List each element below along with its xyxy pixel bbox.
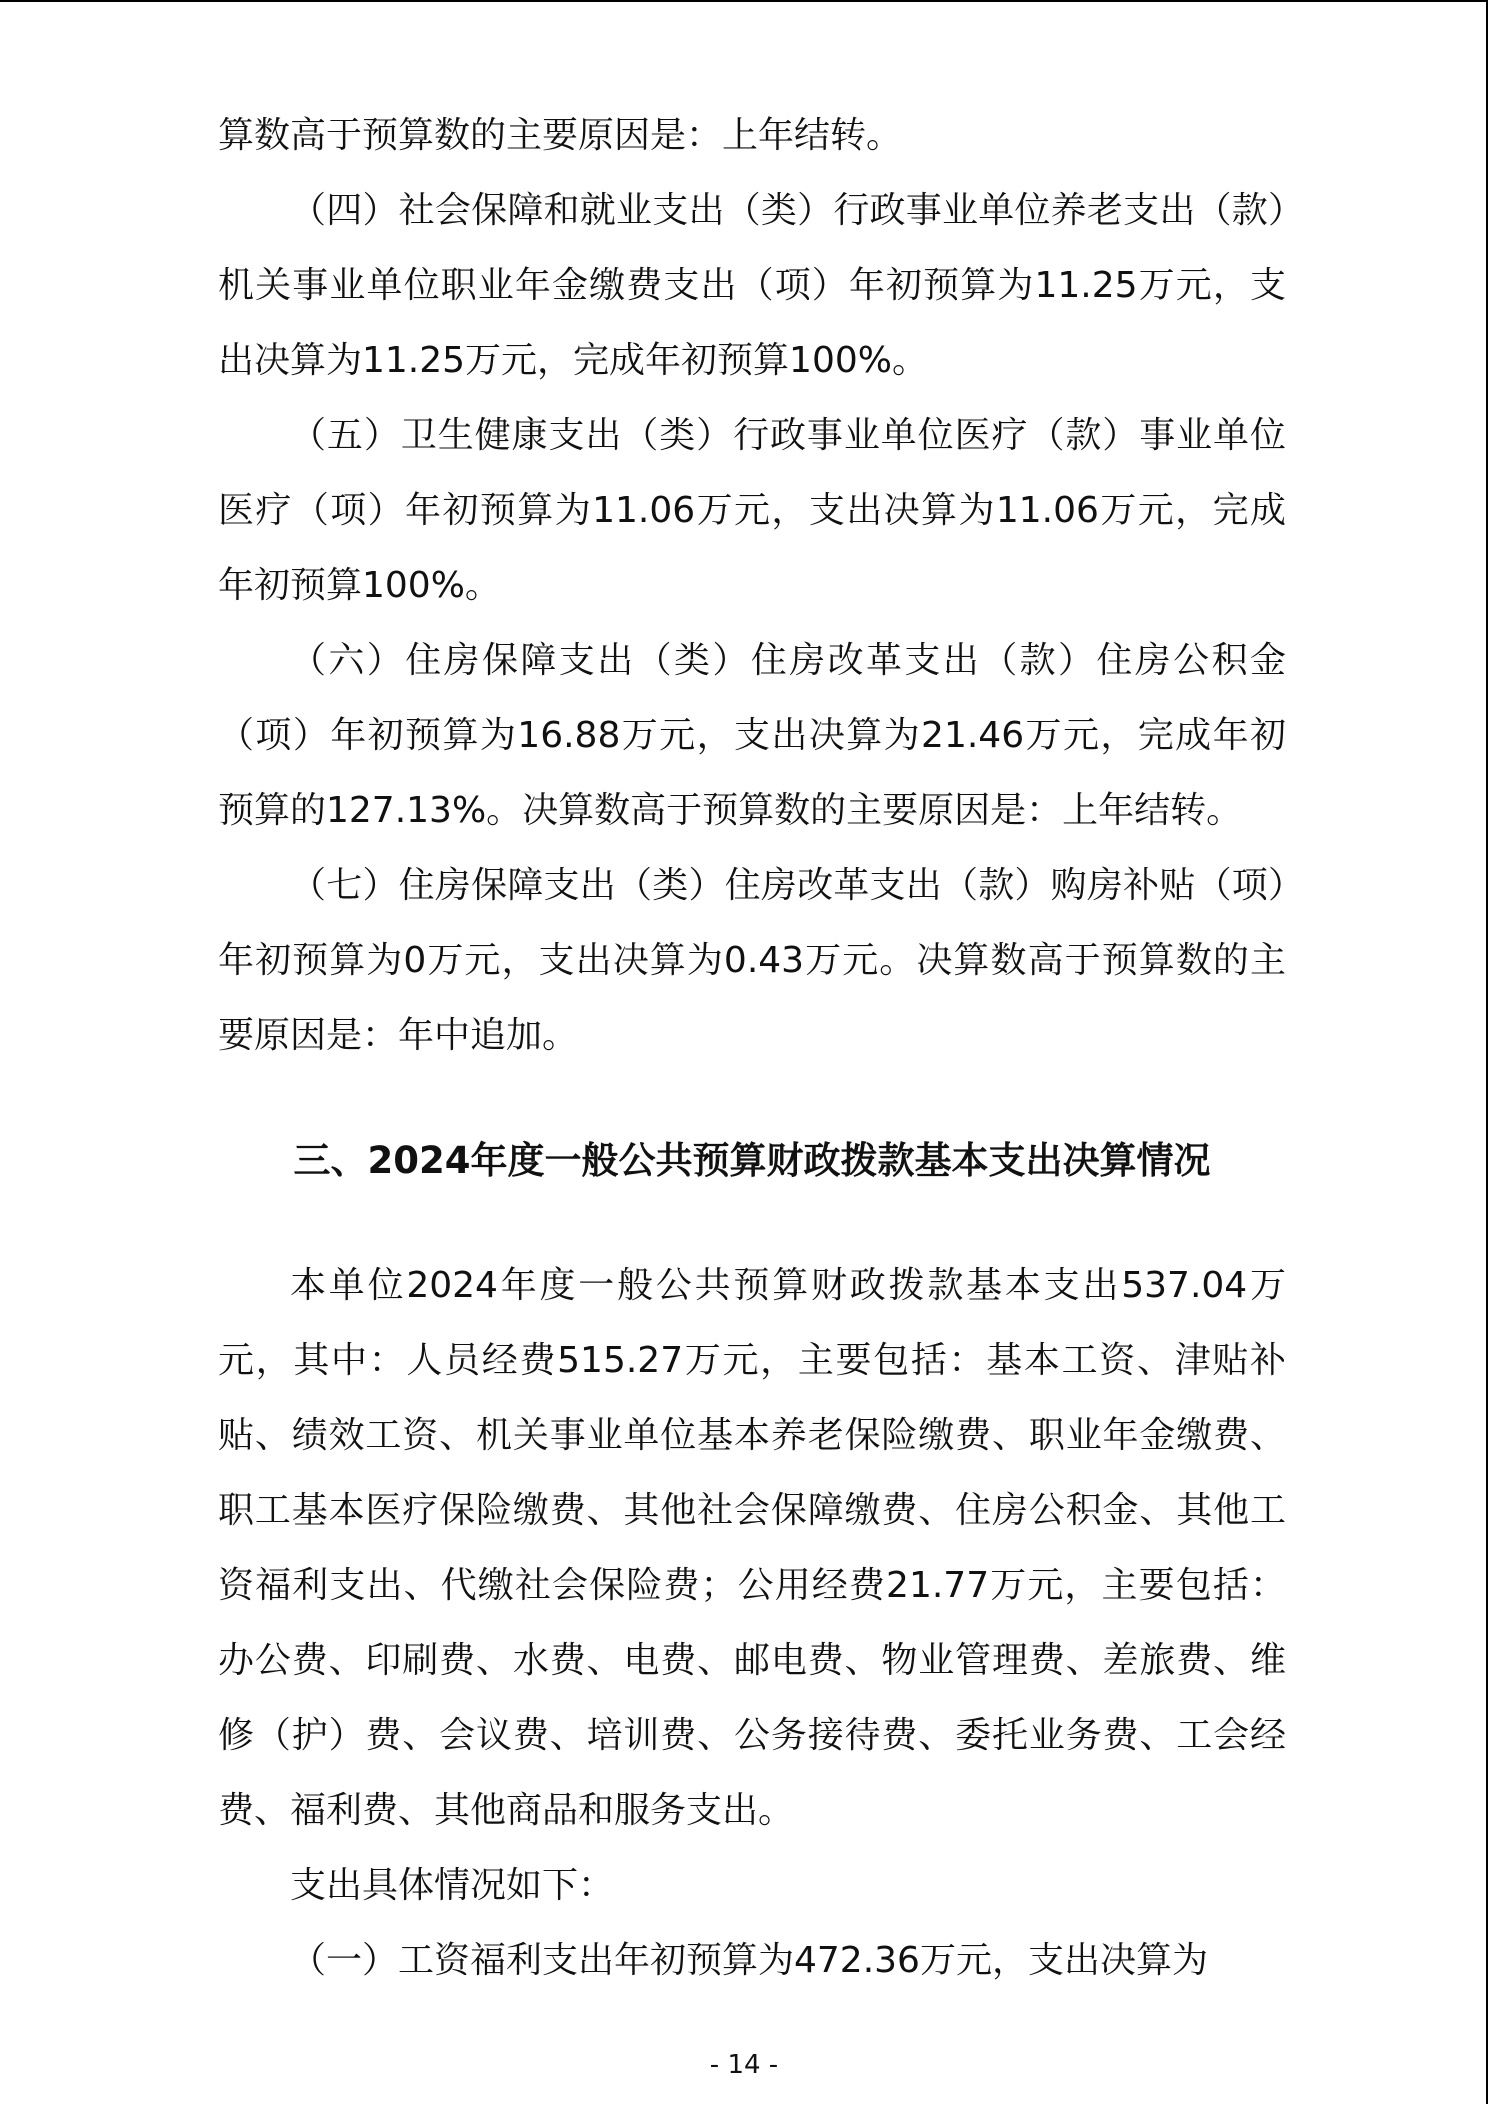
- page-number: - 14 -: [709, 2050, 779, 2080]
- paragraph-details-intro: 支出具体情况如下：: [290, 1865, 615, 1906]
- document-body: [218, 98, 1286, 1998]
- paragraph-continuation: 算数高于预算数的主要原因是：上年结转。: [218, 115, 903, 156]
- paragraph-item-4: （四）社会保障和就业支出（类）行政事业单位养老支出（款）机关事业单位职业年金缴费支出（项）年初预算为11.25万元，支出决算为11.25万元，完成年初预算100%。: [218, 190, 1286, 381]
- paragraph-item-7: （七）住房保障支出（类）住房改革支出（款）购房补贴（项）年初预算为0万元，支出决算为0.43万元。决算数高于预算数的主要原因是：年中追加。: [218, 865, 1286, 1056]
- paragraph-item-6: （六）住房保障支出（类）住房改革支出（款）住房公积金（项）年初预算为16.88万元，支出决算为21.46万元，完成年初预算的127.13%。决算数高于预算数的主要原因是：上年结转。: [218, 640, 1286, 831]
- paragraph-item-1-wages: （一）工资福利支出年初预算为472.36万元，支出决算为: [290, 1940, 1208, 1981]
- paragraph-item-5: （五）卫生健康支出（类）行政事业单位医疗（款）事业单位医疗（项）年初预算为11.06万元，支出决算为11.06万元，完成年初预算100%。: [218, 415, 1286, 606]
- paragraph-basic-expenditure: 本单位2024年度一般公共预算财政拨款基本支出537.04万元，其中：人员经费515.27万元，主要包括：基本工资、津贴补贴、绩效工资、机关事业单位基本养老保险缴费、职业年金缴费、职工基本医疗保险缴费、其他社会保障缴费、住房公积金、其他工资福利支出、代缴社会保险费；公用经费21.77万元，主要包括：办公费、印刷费、水费、电费、邮电费、物业管理费、差旅费、维修（护）费、会议费、培训费、公务接待费、委托业务费、工会经费、福利费、其他商品和服务支出。: [218, 1265, 1286, 1831]
- section-heading: 三、2024年度一般公共预算财政拨款基本支出决算情况: [293, 1139, 1211, 1182]
